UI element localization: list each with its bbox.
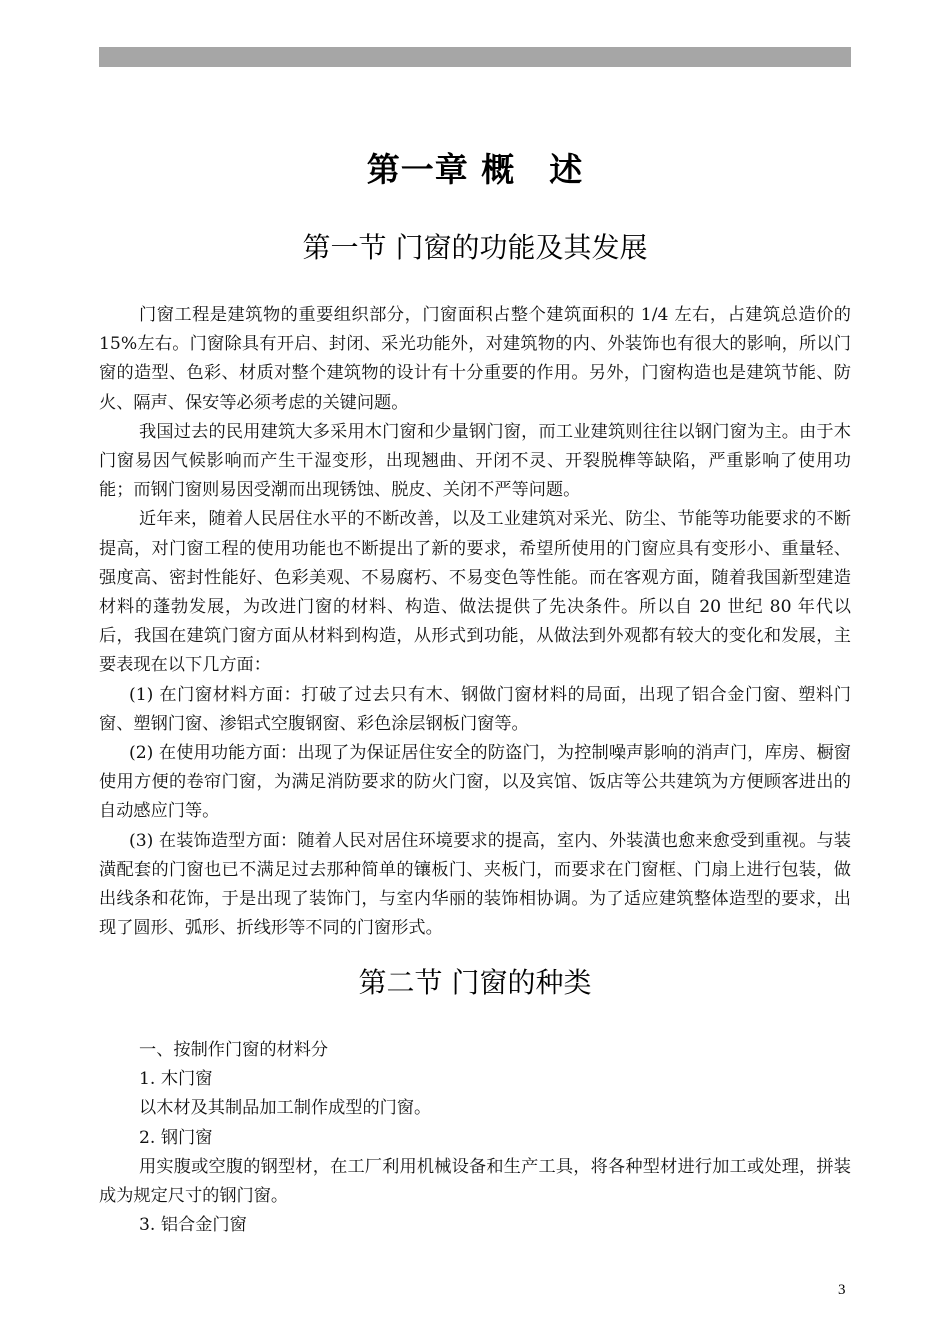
paragraph: 用实腹或空腹的钢型材，在工厂利用机械设备和生产工具，将各种型材进行加工或处理，拼装成为规定尺寸的钢门窗。 — [99, 1156, 851, 1207]
item-heading: 3. 铝合金门窗 — [139, 1215, 247, 1236]
section1-body — [99, 301, 851, 943]
paragraph: 近年来，随着人民居住水平的不断改善，以及工业建筑对采光、防尘、节能等功能要求的不断提高，对门窗工程的使用功能也不断提出了新的要求，希望所使用的门窗应具有变形小、重量轻、强度高、密封性能好、色彩美观、不易腐朽、不易变色等性能。而在客观方面，随着我国新型建造材料的蓬勃发展，为改进门窗的材料、构造、做法提供了先决条件。所以自 20 世纪 80 年代以后，我国在建筑门窗方面从材料到构造，从形式到功能，从做法到外观都有较大的变化和发展，主要表现在以下几方面： — [99, 509, 851, 676]
section-title-2: 第二节 门窗的种类 — [358, 966, 592, 999]
chapter-title: 第一章 概 述 — [366, 150, 584, 189]
item-heading: 2. 钢门窗 — [139, 1127, 213, 1148]
subheading: 一、按制作门窗的材料分 — [139, 1040, 329, 1060]
section-title-1: 第一节 门窗的功能及其发展 — [302, 231, 648, 264]
paragraph: 门窗工程是建筑物的重要组织部分，门窗面积占整个建筑面积的 1/4 左右，占建筑总造价的 15%左右。门窗除具有开启、封闭、采光功能外，对建筑物的内、外装饰也有很大的影响，所以门窗的造型、色彩、材质对整个建筑物的设计有十分重要的作用。另外，门窗构造也是建筑节能、防火、隔声、保安等必须考虑的关键问题。 — [99, 305, 851, 413]
item-heading: 1. 木门窗 — [139, 1069, 213, 1090]
list-item: (2) 在使用功能方面：出现了为保证居住安全的防盗门，为控制噪声影响的消声门，库房、橱窗使用方便的卷帘门窗，为满足消防要求的防火门窗，以及宾馆、饭店等公共建筑为方便顾客进出的自动感应门等。 — [99, 743, 851, 822]
paragraph: 我国过去的民用建筑大多采用木门窗和少量钢门窗，而工业建筑则往往以钢门窗为主。由于木门窗易因气候影响而产生干湿变形，出现翘曲、开闭不灵、开裂脱榫等缺陷，严重影响了使用功能；而钢门窗则易因受潮而出现锈蚀、脱皮、关闭不严等问题。 — [99, 421, 851, 501]
header-bar — [99, 47, 851, 67]
page-number: 3 — [838, 1282, 846, 1298]
section2-body — [99, 1036, 851, 1240]
list-item: (3) 在装饰造型方面：随着人民对居住环境要求的提高，室内、外装潢也愈来愈受到重视。与装潢配套的门窗也已不满足过去那种简单的镶板门、夹板门，而要求在门窗框、门扇上进行包装，做出线条和花饰，于是出现了装饰门，与室内华丽的装饰相协调。为了适应建筑整体造型的要求，出现了圆形、弧形、折线形等不同的门窗形式。 — [99, 830, 851, 939]
paragraph: 以木材及其制品加工制作成型的门窗。 — [139, 1098, 432, 1119]
list-item: (1) 在门窗材料方面：打破了过去只有木、钢做门窗材料的局面，出现了铝合金门窗、塑料门窗、塑钢门窗、渗铝式空腹钢窗、彩色涂层钢板门窗等。 — [99, 684, 851, 734]
